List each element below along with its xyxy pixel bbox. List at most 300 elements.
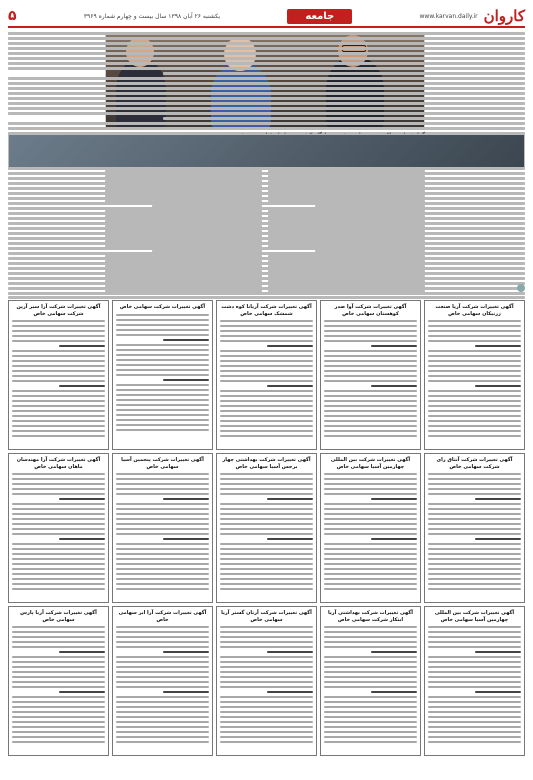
text-line — [220, 380, 313, 382]
ad-title: آگهی تغییرات شرکت آنتاق رای شرکت سهامی خاص — [436, 457, 513, 470]
text-line — [267, 691, 314, 693]
text-line — [475, 538, 522, 540]
text-line — [12, 533, 105, 535]
text-line — [116, 696, 209, 698]
text-line — [12, 721, 105, 723]
text-line — [324, 528, 417, 530]
text-line — [8, 202, 525, 205]
text-line — [116, 646, 209, 648]
text-line — [116, 533, 209, 535]
text-line — [267, 385, 314, 387]
text-line — [324, 716, 417, 718]
text-line — [8, 242, 525, 245]
text-line — [163, 691, 210, 693]
text-line — [59, 385, 106, 387]
text-line — [428, 320, 521, 322]
text-line — [428, 666, 521, 668]
text-line — [428, 563, 521, 565]
ad-title: آگهی تغییرات شرکت آریانا کوه دشت شمشک سهامی خاص — [221, 304, 312, 317]
text-line — [220, 671, 313, 673]
text-line — [8, 277, 525, 280]
text-line — [12, 583, 105, 585]
text-line — [220, 435, 313, 437]
text-line — [428, 706, 521, 708]
text-line — [220, 513, 313, 515]
text-line — [428, 641, 521, 643]
text-line — [324, 425, 417, 427]
text-line — [12, 390, 105, 392]
text-line — [220, 731, 313, 733]
text-line — [428, 553, 521, 555]
text-line — [324, 390, 417, 392]
ad-title: آگهی تغییرات شرکت آرا ابر سهامی خاص — [118, 610, 207, 623]
text-line — [324, 400, 417, 402]
text-line — [116, 349, 209, 351]
text-line — [116, 354, 209, 356]
text-line — [324, 696, 417, 698]
masthead — [420, 7, 525, 25]
legal-ad — [424, 453, 525, 603]
text-line — [116, 631, 209, 633]
legal-ad — [112, 300, 213, 450]
text-line — [12, 701, 105, 703]
text-line — [59, 498, 106, 500]
text-line — [8, 197, 525, 200]
text-line — [324, 473, 417, 475]
text-line — [475, 651, 522, 653]
text-line — [428, 716, 521, 718]
text-line — [324, 568, 417, 570]
text-line — [428, 588, 521, 590]
text-line — [12, 736, 105, 738]
text-line — [428, 503, 521, 505]
text-line — [8, 112, 525, 115]
text-line — [116, 706, 209, 708]
text-line — [220, 355, 313, 357]
text-line — [324, 380, 417, 382]
text-line — [12, 380, 105, 382]
text-line — [59, 538, 106, 540]
text-line — [428, 365, 521, 367]
text-line — [220, 568, 313, 570]
text-line — [12, 360, 105, 362]
ad-title: آگهی تغییرات شرکت آریا صنعت زرنیکان سهامی خاص — [435, 304, 514, 317]
text-line — [428, 533, 521, 535]
text-line — [220, 365, 313, 367]
text-line — [428, 330, 521, 332]
ads-row — [8, 300, 525, 450]
text-line — [12, 405, 105, 407]
social-embed — [8, 284, 525, 292]
text-line — [8, 102, 525, 105]
text-line — [428, 350, 521, 352]
text-line — [220, 701, 313, 703]
main-article — [8, 32, 525, 300]
text-line — [12, 706, 105, 708]
text-line — [163, 339, 210, 341]
text-line — [12, 340, 105, 342]
text-line — [8, 296, 525, 299]
text-line — [8, 42, 525, 45]
text-line — [116, 319, 209, 321]
text-line — [163, 72, 525, 75]
text-line — [8, 247, 525, 250]
text-line — [116, 483, 209, 485]
text-line — [428, 711, 521, 713]
text-line — [220, 473, 313, 475]
text-line — [324, 578, 417, 580]
text-line — [428, 558, 521, 560]
text-line — [8, 57, 525, 60]
ads-row — [8, 453, 525, 603]
text-line — [8, 272, 525, 275]
text-line — [324, 686, 417, 688]
text-line — [428, 583, 521, 585]
text-line — [428, 686, 521, 688]
text-line — [12, 573, 105, 575]
text-line — [475, 498, 522, 500]
text-line — [220, 583, 313, 585]
text-line — [324, 676, 417, 678]
text-line — [428, 671, 521, 673]
text-line — [12, 553, 105, 555]
text-line — [220, 390, 313, 392]
text-line — [12, 330, 105, 332]
text-line — [220, 523, 313, 525]
legal-ad — [320, 453, 421, 603]
text-line — [8, 122, 525, 125]
text-line — [220, 641, 313, 643]
text-line — [12, 696, 105, 698]
text-line — [428, 548, 521, 550]
text-line — [8, 232, 525, 235]
legal-ad — [8, 300, 109, 450]
text-line — [220, 508, 313, 510]
article-column-left — [8, 32, 525, 300]
body-text — [8, 172, 525, 280]
text-line — [12, 686, 105, 688]
text-line — [428, 518, 521, 520]
text-line — [12, 626, 105, 628]
text-line — [8, 52, 525, 55]
text-line — [324, 405, 417, 407]
text-line — [116, 528, 209, 530]
text-line — [220, 420, 313, 422]
text-line — [8, 47, 525, 50]
text-line — [324, 488, 417, 490]
text-line — [12, 410, 105, 412]
text-line — [12, 543, 105, 545]
text-line — [12, 320, 105, 322]
text-line — [116, 741, 209, 743]
text-line — [428, 731, 521, 733]
body-text — [8, 32, 525, 130]
text-line — [12, 656, 105, 658]
text-line — [116, 399, 209, 401]
text-line — [8, 227, 525, 230]
text-line — [324, 430, 417, 432]
text-line — [428, 405, 521, 407]
text-line — [428, 380, 521, 382]
text-line — [324, 325, 417, 327]
text-line — [116, 726, 209, 728]
text-line — [116, 359, 209, 361]
text-line — [116, 553, 209, 555]
text-line — [116, 414, 209, 416]
text-line — [371, 498, 418, 500]
text-line — [324, 415, 417, 417]
text-line — [220, 736, 313, 738]
text-line — [324, 493, 417, 495]
text-line — [428, 355, 521, 357]
text-line — [116, 676, 209, 678]
text-line — [324, 395, 417, 397]
text-line — [267, 345, 314, 347]
text-line — [428, 410, 521, 412]
avatar — [517, 284, 525, 292]
text-line — [116, 503, 209, 505]
text-line — [163, 379, 210, 381]
text-line — [163, 257, 525, 260]
text-line — [116, 374, 209, 376]
ad-title: آگهی تغییرات شرکت بهداشتی چهار برجس آسیا سهامی خاص — [222, 457, 311, 470]
text-line — [8, 67, 525, 70]
text-line — [220, 528, 313, 530]
text-line — [324, 671, 417, 673]
site-url[interactable]: www.karvan.daily.ir — [419, 12, 478, 20]
text-line — [116, 334, 209, 336]
text-line — [324, 666, 417, 668]
text-line — [116, 686, 209, 688]
text-line — [220, 548, 313, 550]
text-line — [428, 508, 521, 510]
text-line — [324, 706, 417, 708]
text-line — [428, 696, 521, 698]
text-line — [220, 676, 313, 678]
text-line — [324, 701, 417, 703]
text-line — [428, 726, 521, 728]
text-line — [324, 320, 417, 322]
text-line — [220, 405, 313, 407]
text-line — [324, 681, 417, 683]
text-line — [475, 385, 522, 387]
text-line — [116, 641, 209, 643]
text-line — [324, 726, 417, 728]
text-line — [428, 425, 521, 427]
text-line — [8, 127, 525, 130]
text-line — [12, 523, 105, 525]
text-line — [324, 483, 417, 485]
ad-title: آگهی تغییرات شرکت سهامی خاص — [119, 304, 206, 310]
legal-ad — [320, 300, 421, 450]
text-line — [116, 543, 209, 545]
text-line — [163, 212, 525, 215]
text-line — [428, 335, 521, 337]
text-line — [220, 360, 313, 362]
text-line — [428, 578, 521, 580]
text-line — [116, 429, 209, 431]
text-line — [428, 325, 521, 327]
legal-ad — [8, 453, 109, 603]
text-line — [116, 488, 209, 490]
text-line — [220, 686, 313, 688]
text-line — [428, 721, 521, 723]
text-line — [220, 415, 313, 417]
text-line — [8, 217, 525, 220]
text-line — [59, 691, 106, 693]
text-line — [8, 172, 525, 175]
text-line — [324, 513, 417, 515]
text-line — [428, 661, 521, 663]
text-line — [475, 345, 522, 347]
text-line — [220, 425, 313, 427]
text-line — [428, 375, 521, 377]
text-line — [163, 117, 525, 120]
ad-title: آگهی تغییرات شرکت بین المللی چهارمین آسیا سهامی خاص — [434, 610, 515, 623]
text-line — [12, 636, 105, 638]
text-line — [324, 410, 417, 412]
text-line — [220, 350, 313, 352]
text-line — [12, 488, 105, 490]
text-line — [428, 390, 521, 392]
text-line — [428, 435, 521, 437]
text-line — [220, 563, 313, 565]
text-line — [12, 731, 105, 733]
text-line — [12, 365, 105, 367]
text-line — [428, 420, 521, 422]
text-line — [220, 706, 313, 708]
text-line — [220, 483, 313, 485]
text-line — [12, 558, 105, 560]
text-line — [220, 553, 313, 555]
section-title: جامعه — [287, 9, 352, 24]
text-line — [324, 478, 417, 480]
text-line — [8, 107, 525, 110]
text-line — [116, 424, 209, 426]
text-line — [324, 330, 417, 332]
text-line — [116, 394, 209, 396]
text-line — [12, 588, 105, 590]
ad-title: آگهی تغییرات شرکت آرا سیر آرین شرکت سهامی خاص — [16, 304, 101, 317]
text-line — [12, 425, 105, 427]
text-line — [12, 325, 105, 327]
legal-ad — [320, 606, 421, 756]
text-line — [8, 82, 525, 85]
text-line — [12, 661, 105, 663]
text-line — [8, 207, 525, 210]
text-line — [116, 364, 209, 366]
text-line — [220, 573, 313, 575]
text-line — [324, 711, 417, 713]
text-line — [428, 430, 521, 432]
text-line — [324, 736, 417, 738]
text-line — [8, 177, 525, 180]
text-line — [324, 523, 417, 525]
text-line — [324, 731, 417, 733]
text-line — [12, 578, 105, 580]
text-line — [220, 656, 313, 658]
text-line — [12, 716, 105, 718]
text-line — [220, 320, 313, 322]
text-line — [324, 553, 417, 555]
page-header — [8, 6, 525, 28]
text-line — [428, 370, 521, 372]
text-line — [8, 182, 525, 185]
text-line — [8, 37, 525, 40]
text-line — [220, 626, 313, 628]
text-line — [267, 498, 314, 500]
text-line — [428, 478, 521, 480]
text-line — [8, 92, 525, 95]
text-line — [12, 435, 105, 437]
text-line — [116, 583, 209, 585]
text-line — [220, 375, 313, 377]
ad-title: آگهی تغییرات شرکت آوا صدر کوهستان سهامی خاص — [334, 304, 407, 317]
text-line — [220, 558, 313, 560]
text-line — [8, 62, 525, 65]
text-line — [116, 573, 209, 575]
text-line — [163, 651, 210, 653]
legal-ad — [216, 606, 317, 756]
legal-ad — [216, 300, 317, 450]
text-line — [12, 513, 105, 515]
text-line — [220, 711, 313, 713]
text-line — [371, 651, 418, 653]
text-line — [8, 97, 525, 100]
text-line — [428, 340, 521, 342]
side-photo — [8, 134, 525, 168]
text-line — [12, 666, 105, 668]
page-number: ۵ — [8, 8, 17, 24]
text-line — [116, 558, 209, 560]
text-line — [116, 716, 209, 718]
text-line — [324, 340, 417, 342]
text-line — [116, 588, 209, 590]
legal-ads — [8, 300, 525, 759]
text-line — [220, 330, 313, 332]
text-line — [324, 370, 417, 372]
text-line — [12, 400, 105, 402]
text-line — [116, 548, 209, 550]
text-line — [8, 187, 525, 190]
text-line — [116, 384, 209, 386]
text-line — [324, 533, 417, 535]
text-line — [116, 721, 209, 723]
text-line — [220, 696, 313, 698]
text-line — [324, 626, 417, 628]
legal-ad — [112, 606, 213, 756]
text-line — [428, 488, 521, 490]
text-line — [12, 646, 105, 648]
text-line — [12, 503, 105, 505]
text-line — [12, 518, 105, 520]
text-line — [324, 365, 417, 367]
ad-title: آگهی تغییرات شرکت آرا مهندسان ماهان سهامی خاص — [16, 457, 101, 470]
text-line — [428, 676, 521, 678]
text-line — [428, 631, 521, 633]
ad-title: آگهی تغییرات شرکت پنجمین آسیا سهامی خاص — [121, 457, 204, 470]
text-line — [324, 656, 417, 658]
text-line — [428, 701, 521, 703]
text-line — [116, 636, 209, 638]
text-line — [428, 681, 521, 683]
text-line — [428, 741, 521, 743]
text-line — [324, 503, 417, 505]
text-line — [12, 741, 105, 743]
text-line — [116, 478, 209, 480]
text-line — [12, 430, 105, 432]
text-line — [428, 395, 521, 397]
